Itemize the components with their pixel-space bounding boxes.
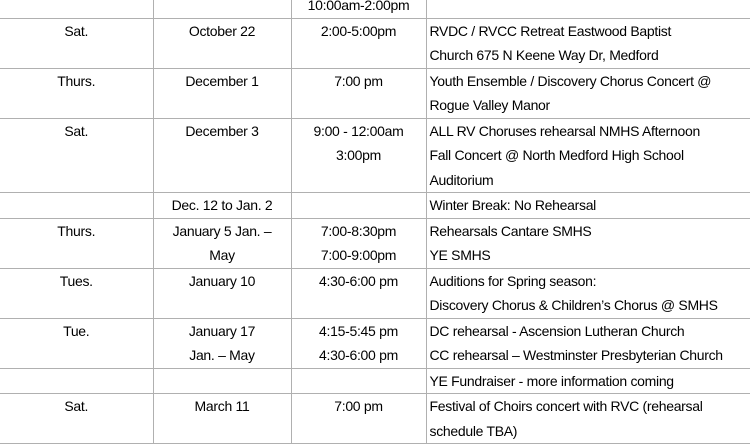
day-cell (0, 193, 153, 219)
event-cell (426, 218, 750, 268)
date-cell (153, 68, 291, 118)
date-cell-line: January 17 (188, 322, 256, 339)
event-cell (426, 193, 750, 219)
event-cell-line: Discovery Chorus & Children’s Chorus @ SMHS (429, 297, 718, 313)
event-cell-line: Rehearsals Cantare SMHS (429, 222, 592, 239)
event-cell-line: Youth Ensemble / Discovery Chorus Concert @ (429, 72, 712, 89)
time-cell (291, 18, 426, 68)
date-cell-line: Dec. 12 to Jan. 2 (171, 197, 273, 213)
event-cell-line: RVDC / RVCC Retreat Eastwood Baptist (429, 22, 672, 39)
time-cell (291, 368, 426, 394)
day-cell: Thurs. (0, 68, 153, 118)
date-cell (153, 268, 291, 318)
time-cell (291, 193, 426, 219)
date-cell (153, 0, 291, 18)
event-cell (426, 68, 750, 118)
schedule-row (0, 218, 750, 268)
schedule-row (0, 118, 750, 193)
time-cell-line: 2:00-5:00pm (320, 22, 397, 39)
event-cell (426, 394, 750, 444)
event-cell-line: Winter Break: No Rehearsal (429, 197, 596, 213)
schedule-row (0, 268, 750, 318)
date-cell-line: May (209, 247, 235, 263)
schedule-row (0, 394, 750, 444)
date-cell (153, 193, 291, 219)
time-cell (291, 0, 426, 18)
schedule-row (0, 318, 750, 368)
time-cell (291, 68, 426, 118)
event-cell-line: DC rehearsal - Ascension Lutheran Church (429, 322, 685, 339)
date-cell (153, 318, 291, 368)
time-cell (291, 394, 426, 444)
time-cell (291, 118, 426, 193)
event-cell-line: Auditions for Spring season: (429, 272, 597, 289)
day-cell (0, 368, 153, 394)
event-cell (426, 318, 750, 368)
event-cell (426, 0, 750, 18)
time-cell-line: 7:00 pm (334, 398, 383, 414)
event-cell-line: Fall Concert @ North Medford High School (429, 147, 684, 163)
day-cell: Sat. (0, 118, 153, 193)
schedule-row (0, 368, 750, 394)
date-cell (153, 368, 291, 394)
time-cell-line: 10:00am-2:00pm (307, 0, 410, 13)
event-cell-line: YE Fundraiser - more information coming (429, 372, 674, 389)
time-cell (291, 218, 426, 268)
event-cell (426, 118, 750, 193)
time-cell-line: 7:00-9:00pm (320, 247, 397, 263)
day-cell: Sat. (0, 394, 153, 444)
event-cell-line: Rogue Valley Manor (429, 97, 550, 113)
day-cell: Sat. (0, 18, 153, 68)
date-cell (153, 218, 291, 268)
event-cell-line: Auditorium (429, 171, 494, 188)
time-cell-line: 4:15-5:45 pm (319, 322, 398, 339)
event-cell-line: ALL RV Choruses rehearsal NMHS Afternoon (429, 122, 700, 139)
time-cell-line: 3:00pm (336, 147, 381, 163)
time-cell-line: 4:30-6:00 pm (319, 347, 398, 363)
date-cell (153, 18, 291, 68)
time-cell (291, 268, 426, 318)
time-cell-line: 7:00 pm (334, 72, 383, 89)
event-cell (426, 18, 750, 68)
date-cell (153, 394, 291, 444)
date-cell-line: March 11 (194, 398, 250, 414)
schedule-row (0, 18, 750, 68)
date-cell-line: Jan. – May (189, 347, 255, 363)
time-cell-line: 7:00-8:30pm (320, 222, 397, 239)
event-cell (426, 368, 750, 394)
date-cell-line: October 22 (188, 22, 256, 39)
day-cell: Thurs. (0, 218, 153, 268)
date-cell-line: December 1 (185, 72, 259, 89)
day-cell (0, 0, 153, 18)
schedule-row (0, 0, 750, 18)
event-cell-line: schedule TBA) (429, 422, 518, 439)
event-cell-line: Festival of Choirs concert with RVC (rehearsal (429, 398, 703, 414)
date-cell-line: January 10 (188, 272, 256, 289)
date-cell (153, 118, 291, 193)
event-cell (426, 268, 750, 318)
time-cell (291, 318, 426, 368)
date-cell-line: December 3 (185, 122, 259, 139)
day-cell: Tue. (0, 318, 153, 368)
time-cell-line: 9:00 - 12:00am (313, 122, 404, 139)
day-cell: Tues. (0, 268, 153, 318)
event-cell-line: CC rehearsal – Westminster Presbyterian Church (429, 347, 723, 363)
schedule-row (0, 68, 750, 118)
date-cell-line: January 5 Jan. – (172, 222, 272, 239)
event-cell-line: Church 675 N Keene Way Dr, Medford (429, 47, 659, 63)
schedule-row (0, 193, 750, 219)
time-cell-line: 4:30-6:00 pm (319, 272, 398, 289)
event-cell-line: YE SMHS (429, 247, 491, 263)
